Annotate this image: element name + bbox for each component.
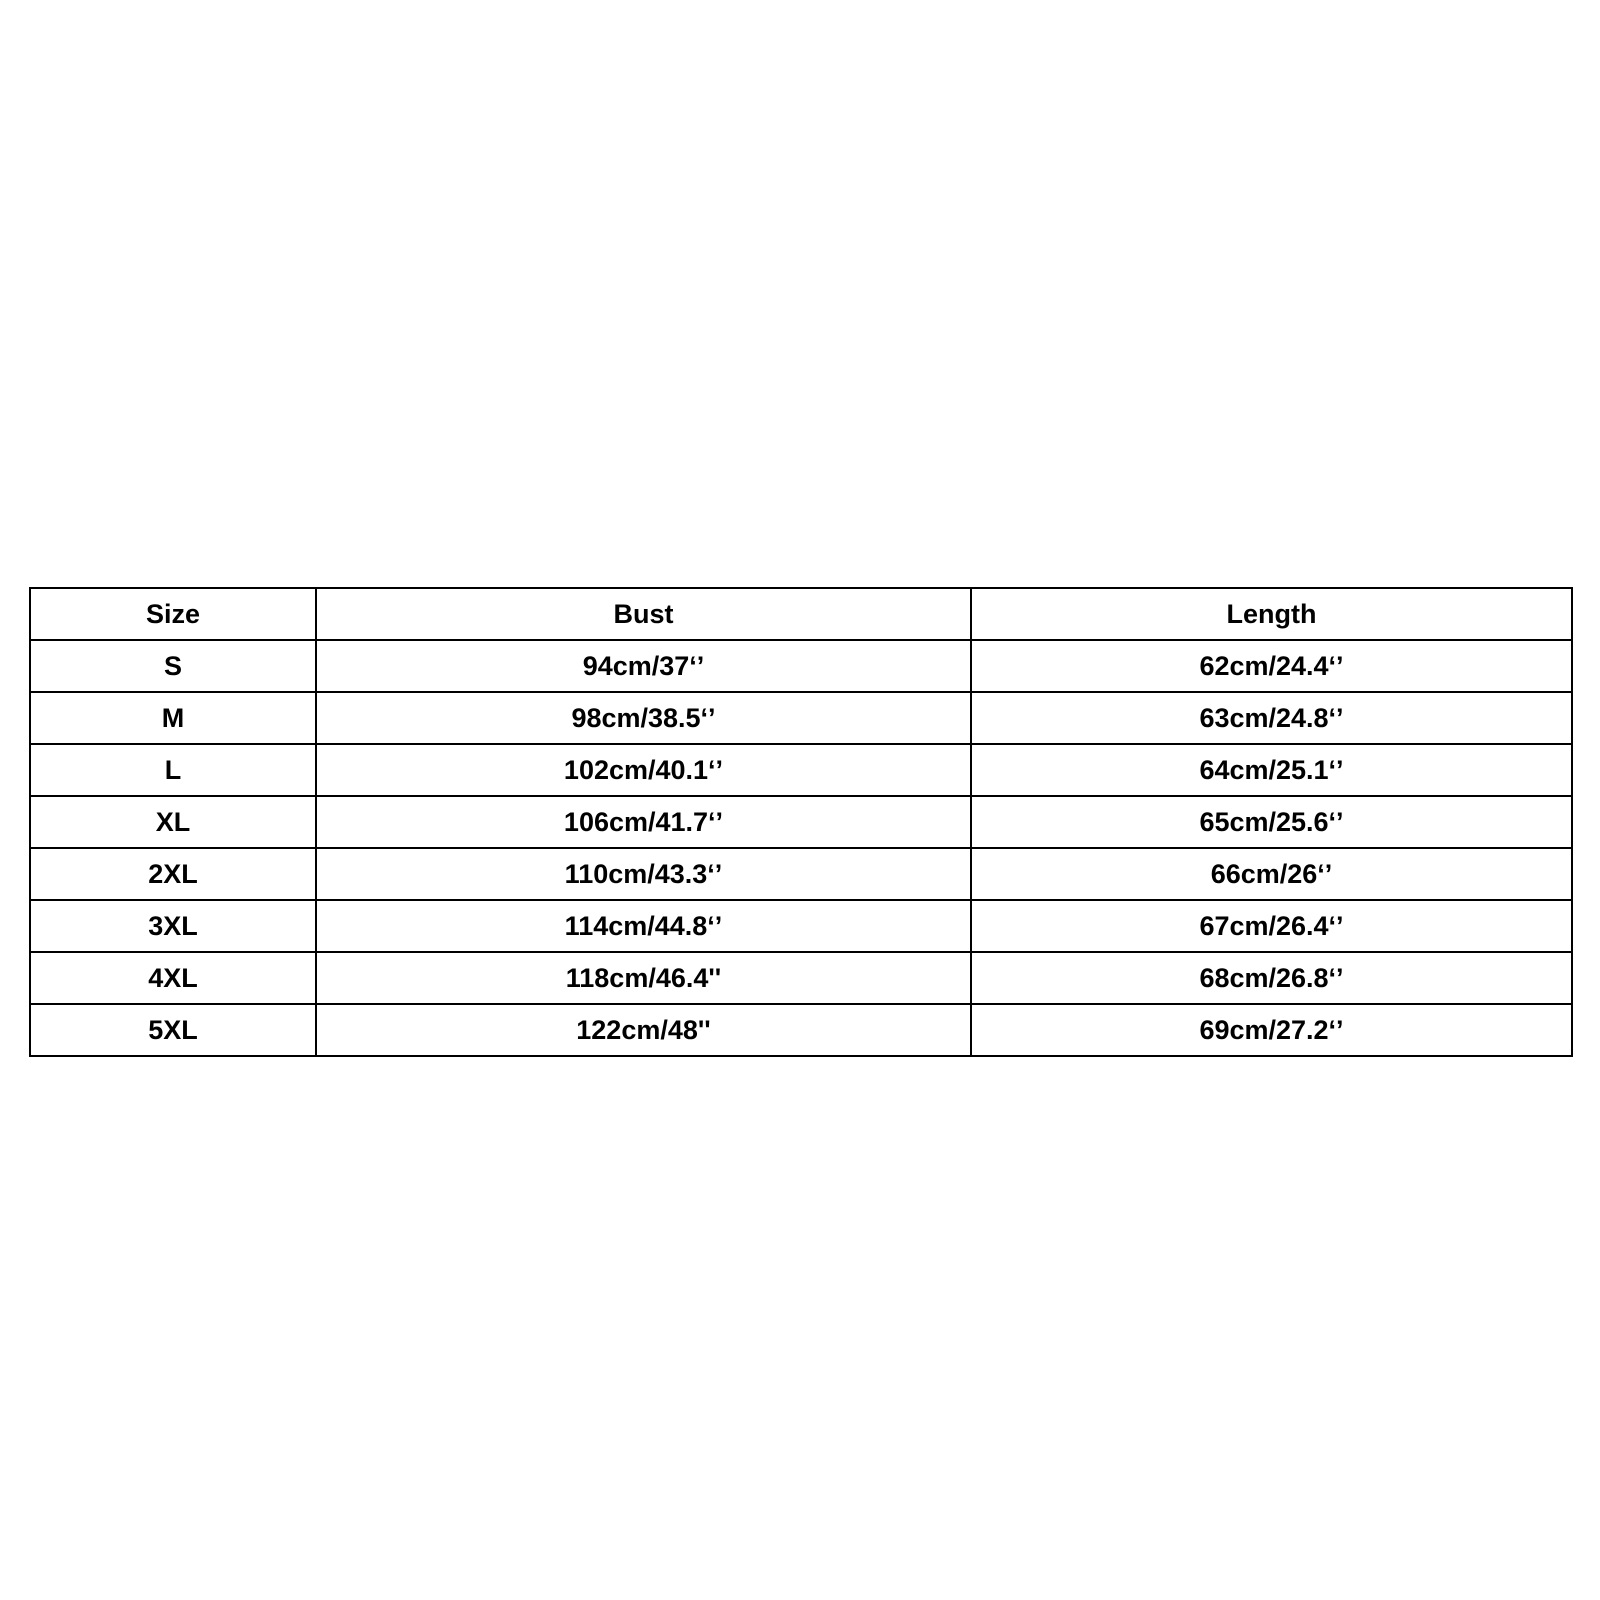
cell-size: 2XL: [30, 848, 316, 900]
cell-size: 3XL: [30, 900, 316, 952]
header-size: Size: [30, 588, 316, 640]
cell-length: 66cm/26‘’: [971, 848, 1572, 900]
cell-bust: 98cm/38.5‘’: [316, 692, 971, 744]
cell-bust: 118cm/46.4'': [316, 952, 971, 1004]
cell-bust: 102cm/40.1‘’: [316, 744, 971, 796]
cell-bust: 122cm/48'': [316, 1004, 971, 1056]
cell-size: 4XL: [30, 952, 316, 1004]
cell-size: XL: [30, 796, 316, 848]
cell-bust: 94cm/37‘’: [316, 640, 971, 692]
table-row: [30, 900, 1572, 952]
table-row: [30, 796, 1572, 848]
cell-length: 64cm/25.1‘’: [971, 744, 1572, 796]
cell-bust: 106cm/41.7‘’: [316, 796, 971, 848]
table-header-row: [30, 588, 1572, 640]
size-chart-table: [29, 587, 1573, 1057]
table-row: [30, 952, 1572, 1004]
cell-length: 67cm/26.4‘’: [971, 900, 1572, 952]
header-length: Length: [971, 588, 1572, 640]
cell-length: 62cm/24.4‘’: [971, 640, 1572, 692]
cell-length: 68cm/26.8‘’: [971, 952, 1572, 1004]
cell-bust: 110cm/43.3‘’: [316, 848, 971, 900]
header-bust: Bust: [316, 588, 971, 640]
cell-size: S: [30, 640, 316, 692]
cell-length: 63cm/24.8‘’: [971, 692, 1572, 744]
cell-size: 5XL: [30, 1004, 316, 1056]
table-row: [30, 744, 1572, 796]
table-row: [30, 640, 1572, 692]
table-row: [30, 848, 1572, 900]
cell-bust: 114cm/44.8‘’: [316, 900, 971, 952]
cell-size: L: [30, 744, 316, 796]
cell-size: M: [30, 692, 316, 744]
table-row: [30, 1004, 1572, 1056]
cell-length: 65cm/25.6‘’: [971, 796, 1572, 848]
table-row: [30, 692, 1572, 744]
cell-length: 69cm/27.2‘’: [971, 1004, 1572, 1056]
